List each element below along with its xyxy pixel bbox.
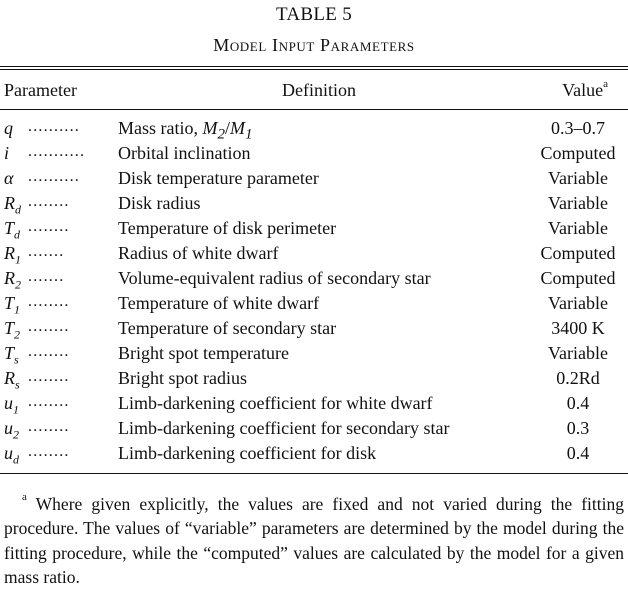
parameter-value: 0.4 bbox=[566, 393, 590, 413]
dot-leader: ........ bbox=[28, 343, 70, 360]
parameter-symbol: $R_1$ bbox=[4, 243, 21, 267]
footnote-marker: a bbox=[22, 491, 27, 503]
parameter-definition: Temperature of white dwarf bbox=[118, 293, 320, 313]
table-body bbox=[0, 116, 628, 466]
dot-leader: ........ bbox=[28, 293, 70, 310]
parameter-value: Variable bbox=[548, 343, 608, 363]
parameter-definition: Bright spot radius bbox=[118, 368, 247, 388]
table-row bbox=[0, 116, 628, 141]
dot-leader: ........ bbox=[28, 393, 70, 410]
parameter-symbol: q bbox=[4, 118, 13, 138]
dot-leader: ....... bbox=[28, 243, 65, 260]
parameter-value: Variable bbox=[548, 193, 608, 213]
table-row bbox=[0, 191, 628, 216]
table-row bbox=[0, 441, 628, 466]
table-row bbox=[0, 341, 628, 366]
table-row bbox=[0, 141, 628, 166]
parameter-value: 3400 K bbox=[551, 318, 605, 338]
parameter-definition: Orbital inclination bbox=[118, 143, 251, 163]
table-number: TABLE 5 bbox=[275, 4, 353, 25]
parameter-definition: Mass ratio, $M_2/M_1$ bbox=[118, 118, 253, 143]
dot-leader: ....... bbox=[28, 268, 65, 285]
parameter-value: 0.4 bbox=[566, 443, 590, 463]
parameter-symbol: i bbox=[4, 143, 10, 163]
table-caption: Model Input Parameters bbox=[213, 35, 415, 55]
parameter-definition: Limb-darkening coefficient for disk bbox=[118, 443, 377, 463]
header-rule bbox=[0, 109, 628, 110]
dot-leader: ........ bbox=[28, 368, 70, 385]
parameter-symbol: $R_s$ bbox=[4, 368, 20, 392]
table-row bbox=[0, 266, 628, 291]
parameter-definition: Temperature of disk perimeter bbox=[118, 218, 337, 238]
parameter-value: Computed bbox=[540, 243, 616, 263]
parameter-symbol: $T_1$ bbox=[4, 293, 21, 317]
parameter-symbol: $u_d$ bbox=[4, 443, 19, 467]
bottom-rule bbox=[0, 473, 628, 474]
parameter-symbol: $u_2$ bbox=[4, 418, 19, 442]
parameter-value: Computed bbox=[540, 143, 616, 163]
dot-leader: .......... bbox=[28, 168, 80, 185]
header-definition: Definition bbox=[282, 80, 356, 100]
parameter-value: Computed bbox=[540, 268, 616, 288]
header-value-label: Value bbox=[562, 80, 604, 100]
parameter-value: 0.3 bbox=[566, 418, 590, 438]
parameter-definition: Temperature of secondary star bbox=[118, 318, 337, 338]
parameter-value: 0.3–0.7 bbox=[551, 118, 605, 138]
parameter-value: Variable bbox=[548, 168, 608, 188]
dot-leader: ........ bbox=[28, 193, 70, 210]
header-value-note: a bbox=[603, 78, 608, 90]
table-row bbox=[0, 166, 628, 191]
header-parameter: Parameter bbox=[4, 80, 77, 100]
parameter-symbol: $R_d$ bbox=[4, 193, 21, 217]
table-row bbox=[0, 241, 628, 266]
parameter-symbol: $T_2$ bbox=[4, 318, 21, 342]
parameter-definition: Limb-darkening coefficient for secondary star bbox=[118, 418, 450, 438]
table-row bbox=[0, 291, 628, 316]
table-footnote bbox=[4, 488, 624, 590]
table-row bbox=[0, 366, 628, 391]
parameter-definition: Radius of white dwarf bbox=[118, 243, 279, 263]
parameter-definition: Disk temperature parameter bbox=[118, 168, 319, 188]
table-row bbox=[0, 416, 628, 441]
dot-leader: ........ bbox=[28, 218, 70, 235]
parameter-definition: Limb-darkening coefficient for white dwarf bbox=[118, 393, 433, 413]
dot-leader: ........ bbox=[28, 318, 70, 335]
parameter-value: Variable bbox=[548, 218, 608, 238]
dot-leader: ........... bbox=[28, 143, 86, 160]
parameter-definition: Bright spot temperature bbox=[118, 343, 289, 363]
parameter-symbol: $T_s$ bbox=[4, 343, 19, 367]
header-value bbox=[562, 80, 608, 101]
parameter-definition: Volume-equivalent radius of secondary star bbox=[118, 268, 431, 288]
dot-leader: ........ bbox=[28, 443, 70, 460]
parameter-symbol: α bbox=[4, 168, 14, 188]
top-rule-double bbox=[0, 69, 628, 70]
dot-leader: .......... bbox=[28, 118, 80, 135]
parameter-value: 0.2Rd bbox=[556, 368, 600, 388]
parameter-definition: Disk radius bbox=[118, 193, 201, 213]
parameter-symbol: $u_1$ bbox=[4, 393, 19, 417]
parameter-value: Variable bbox=[548, 293, 608, 313]
top-rule bbox=[0, 66, 628, 67]
table-row bbox=[0, 316, 628, 341]
parameter-symbol: $R_2$ bbox=[4, 268, 21, 292]
dot-leader: ........ bbox=[28, 418, 70, 435]
footnote-text: Where given explicitly, the values are fixed and not varied during the fitting procedure. The values of “variable” parameters are determined by the model during the fitting procedure, while the “computed” values are calculated by the model for a given mass ratio. bbox=[4, 493, 624, 588]
table-row bbox=[0, 216, 628, 241]
parameter-symbol: $T_d$ bbox=[4, 218, 21, 242]
table-row bbox=[0, 391, 628, 416]
